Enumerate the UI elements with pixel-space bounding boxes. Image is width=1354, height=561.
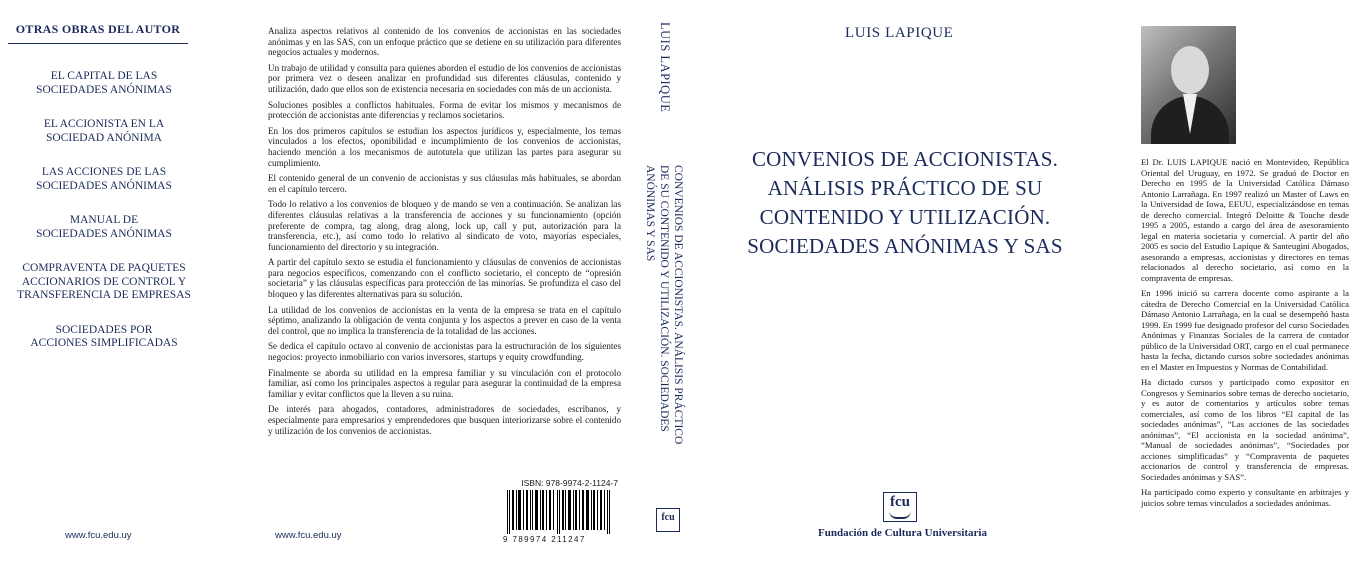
back-cover: [255, 0, 621, 561]
synopsis-paragraph: Se dedica el capítulo octavo al convenio de accionistas para la estructuración de los siguientes negocios: proyecto inmobiliario con varios inversores, startups y equity crowdfunding.: [268, 341, 621, 363]
synopsis-paragraph: Analiza aspectos relativos al contenido de los convenios de accionistas en las sociedades anónimas y en las SAS, con un enfoque práctico que se detiene en su utilización para diferentes negocios actuales y modernos.: [268, 26, 621, 58]
synopsis-paragraph: A partir del capítulo sexto se estudia el funcionamiento y cláusulas de convenios de accionistas para negocios específicos, comenzando con el conflicto societario, el concepto de “opresión societaria” y las cláusulas específicas para protección de las minorías. Se profundiza el caso del bloqueo y las diferentes alternativas para su solución.: [268, 257, 621, 300]
front-cover: [710, 0, 1100, 561]
synopsis-paragraph: El contenido general de un convenio de accionistas y sus cláusulas más habituales, se abordan en el capítulo tercero.: [268, 173, 621, 194]
synopsis-paragraph: En los dos primeros capítulos se estudian los aspectos jurídicos y, especialmente, los temas vinculados a los efectos, oponibilidad e incumplimiento de los convenios de accionistas, haciendo mención a los mecanismos de autotutela que utilizan las partes para asegurar su cumplimiento.: [268, 125, 621, 168]
barcode-icon: [503, 490, 618, 534]
spine-author: LUIS LAPIQUE: [658, 22, 672, 113]
synopsis-paragraph: Finalmente se aborda su utilidad en la empresa familiar y su vinculación con el protocolo familiar, así como los principales aspectos a regular para asegurar la continuidad de la empresa familiar y evitar conflictos que la lleven a su ruina.: [268, 367, 621, 399]
work-item: COMPRAVENTA DE PAQUETES ACCIONARIOS DE CONTROL Y TRANSFERENCIA DE EMPRESAS: [17, 262, 191, 301]
other-works-heading: OTRAS OBRAS DEL AUTOR: [15, 22, 181, 36]
cover-title-line: CONVENIOS DE ACCIONISTAS.: [751, 147, 1059, 171]
synopsis-paragraph: Soluciones posibles a conflictos habituales. Forma de evitar los mismos y mecanismos de protección de accionistas ante diferencias y reclamos societarios.: [268, 99, 621, 121]
spine: [640, 0, 690, 561]
work-item: LAS ACCIONES DE LAS SOCIEDADES ANÓNIMAS: [36, 166, 172, 192]
bio-paragraph: El Dr. LUIS LAPIQUE nació en Montevideo, República Oriental del Uruguay, en 1972. Se graduó de Doctor en Derecho en 1995 de la Universidad Católica Dámaso Antonio Larrañaga. En 1997 realizó un Master of Laws en la Universidad de Iowa, EEUU, especializándose en temas de derecho comercial. Integró Deloitte & Touche desde 1995 a 2005, estando a cargo del área de asesoramiento legal en materia societaria y comercial. A partir del año 2005 es socio del Estudio Lapique & Santeugini Abogados, asesorando a empresas, accionistas y directores en temas relacionados al derecho societario, así como en la compraventa de empresas.: [1141, 157, 1349, 283]
other-works-list: [8, 70, 200, 372]
fcu-logo-text: fcu: [890, 494, 910, 510]
work-item: SOCIEDADES POR ACCIONES SIMPLIFICADAS: [30, 323, 178, 349]
left-flap: [0, 0, 200, 561]
publisher-url: www.fcu.edu.uy: [275, 530, 342, 541]
fcu-logo-icon: fcu: [656, 508, 680, 532]
synopsis-paragraph: Un trabajo de utilidad y consulta para quienes aborden el estudio de los convenios de accionistas por primera vez o deseen analizar en profundidad sus diferentes cláusulas, contenido y utilización, dado que ellos son de existencia necesaria en sociedades con más de un accionista.: [268, 62, 621, 94]
fcu-logo-icon: [883, 492, 917, 522]
author-portrait-icon: [1141, 26, 1236, 144]
author-bio: [1141, 157, 1349, 513]
synopsis-paragraph: De interés para abogados, contadores, administradores de sociedades, escribanos, y especialmente para empresarios y emprendedores que busquen interiorizarse sobre el contenido y utilización de los convenios de accionistas.: [268, 404, 621, 436]
heading-divider: [8, 43, 188, 44]
spine-title: CONVENIOS DE ACCIONISTAS. ANÁLISIS PRÁCTICO DE SU CONTENIDO Y UTILIZACIÓN. SOCIEDADES ANÓNIMAS Y SAS: [644, 165, 684, 445]
work-item: EL ACCIONISTA EN LA SOCIEDAD ANÓNIMA: [43, 118, 165, 144]
work-item: MANUAL DE SOCIEDADES ANÓNIMAS: [36, 214, 172, 240]
cover-title-line: SOCIEDADES ANÓNIMAS Y SAS: [747, 234, 1063, 258]
work-item: EL CAPITAL DE LAS SOCIEDADES ANÓNIMAS: [36, 70, 172, 96]
barcode-digits: 9 789974 211247: [503, 535, 586, 544]
isbn-block: [503, 478, 618, 546]
logo-arc: [889, 511, 911, 519]
synopsis: [268, 26, 621, 441]
bio-paragraph: Ha participado como experto y consultante en arbitrajes y juicios sobre temas vinculados a sociedades anónimas.: [1141, 487, 1349, 508]
synopsis-paragraph: Todo lo relativo a los convenios de bloqueo y de mando se ven a continuación. Se analizan las diferentes cláusulas relativas a la transferencia de acciones y su funcionamiento (opción preferente de compra, tag along, drag along, lock up, call y put, autorización para la transferencia, etc.), así como todo lo relativo al sindicato de voto, mayorías especiales, funcionamiento del directorio y su integración.: [268, 199, 621, 252]
bio-paragraph: En 1996 inició su carrera docente como aspirante a la cátedra de Derecho Comercial en la Universidad Católica Dámaso Antonio Larrañaga, en la cual se desempeñó hasta 1999. En 1999 fue designado profesor del curso Sociedades Anónimas y Finanzas Sociales de la carrera de contador público de la Universidad ORT, cargo en el cual permanece hasta la fecha, dictando cursos sobre sociedades anónimas en el Master en Impuestos y Normas de Contabilidad.: [1141, 288, 1349, 372]
cover-title: [710, 145, 1100, 261]
isbn-label: ISBN: 978-9974-2-1124-7: [521, 478, 618, 488]
cover-author: LUIS LAPIQUE: [845, 25, 954, 41]
synopsis-paragraph: La utilidad de los convenios de accionistas en la venta de la empresa se trata en el capítulo séptimo, analizando la obligación de venta conjunta y los aspectos a prever en caso de la venta del control, que no implica la transferencia de la totalidad de las acciones.: [268, 304, 621, 336]
bio-paragraph: Ha dictado cursos y participado como expositor en Congresos y Seminarios sobre temas de derecho societario, y es autor de comentarios y artículos sobre temas comerciales, así como de los libros “El capital de las sociedades anónimas”, “Las acciones de las sociedades anónimas”, “El accionista en la sociedad anónima”, “Manual de sociedades anónimas”, “Sociedades por acciones simplificadas” y “Compraventa de paquetes accionarios de control y transferencia de empresas. Sociedades anónimas y SAS”.: [1141, 377, 1349, 482]
cover-title-line: ANÁLISIS PRÁCTICO DE SU: [767, 176, 1043, 200]
cover-title-line: CONTENIDO Y UTILIZACIÓN.: [759, 205, 1051, 229]
publisher-url: www.fcu.edu.uy: [65, 530, 132, 541]
right-flap: [1138, 0, 1354, 561]
publisher-name: Fundación de Cultura Universitaria: [818, 527, 987, 539]
